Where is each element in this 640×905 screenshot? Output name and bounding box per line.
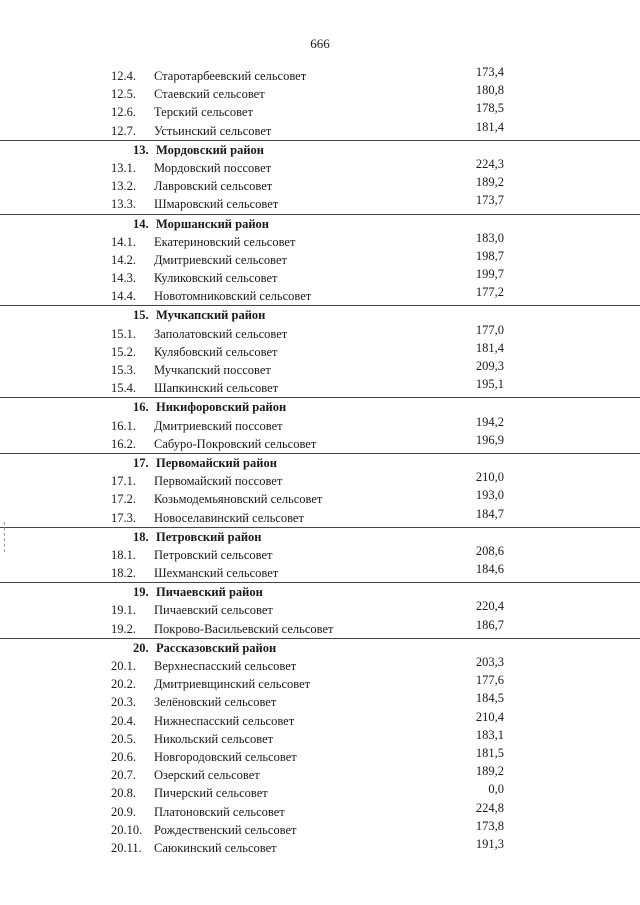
row-value: 210,4: [475, 709, 504, 724]
row-value: 181,4: [475, 119, 504, 134]
margin-scan-mark: [4, 522, 7, 552]
district-header-row: [0, 453, 640, 472]
table-row: [0, 287, 640, 305]
table-row: [0, 322, 640, 343]
row-value: 173,8: [475, 818, 504, 833]
table-row: [0, 727, 640, 748]
table-row: [0, 361, 640, 379]
district-name: Никифоровский район: [156, 400, 287, 415]
table-row: [0, 601, 640, 619]
district-name: Рассказовский район: [156, 640, 277, 655]
settlement-name: Нижнеспасский сельсовет: [154, 713, 295, 728]
row-value: 193,0: [475, 488, 504, 503]
settlement-name: Петровский сельсовет: [154, 547, 273, 562]
table-row: [0, 248, 640, 269]
district-name: Мучкапский район: [156, 308, 266, 323]
district-name: Первомайский район: [156, 455, 277, 470]
table-row: [0, 693, 640, 711]
row-value: 177,6: [475, 673, 504, 688]
row-number: 13.1.: [111, 160, 136, 175]
table-row: [0, 85, 640, 103]
row-value: 173,7: [475, 193, 504, 208]
table-row: [0, 414, 640, 435]
row-value: 220,4: [475, 599, 504, 614]
settlement-name: Заполатовский сельсовет: [154, 326, 288, 341]
settlement-name: Терский сельсовет: [154, 105, 253, 120]
settlement-name: Никольский сельсовет: [154, 731, 274, 746]
table-row: [0, 103, 640, 121]
settlement-name: Зелёновский сельсовет: [154, 695, 277, 710]
table-row: [0, 340, 640, 361]
row-number: 18.1.: [111, 547, 136, 562]
table-row: [0, 836, 640, 857]
row-number: 20.5.: [111, 731, 136, 746]
settlement-name: Рождественский сельсовет: [154, 822, 297, 837]
row-number: 14.4.: [111, 289, 136, 304]
settlement-name: Новгородовский сельсовет: [154, 749, 297, 764]
row-number: 19.1.: [111, 603, 136, 618]
row-number: 20.11.: [111, 840, 142, 855]
settlement-table: [0, 67, 640, 857]
settlement-name: Шехманский сельсовет: [154, 566, 279, 581]
row-number: 20.8.: [111, 786, 136, 801]
row-value: 208,6: [475, 543, 504, 558]
table-row: [0, 195, 640, 213]
settlement-name: Дмитриевский поссовет: [154, 418, 283, 433]
row-value: 0,0: [488, 782, 504, 797]
table-row: [0, 745, 640, 766]
row-value: 189,2: [475, 764, 504, 779]
table-row: [0, 269, 640, 287]
row-value: 173,4: [475, 65, 504, 79]
row-value: 184,5: [475, 691, 504, 706]
district-header-row: [0, 582, 640, 601]
table-row: [0, 177, 640, 195]
page-number: 666: [310, 36, 330, 51]
district-name: Петровский район: [156, 529, 262, 544]
table-row: [0, 800, 640, 821]
row-number: 20.6.: [111, 749, 136, 764]
row-number: 20.1.: [111, 659, 136, 673]
table-row: [0, 156, 640, 177]
table-row: [0, 490, 640, 508]
table-row: [0, 657, 640, 675]
row-number: 15.2.: [111, 344, 136, 359]
table-row: [0, 472, 640, 490]
row-value: 209,3: [475, 359, 504, 373]
row-number: 20.3.: [111, 695, 136, 710]
district-name: Моршанский район: [156, 216, 269, 231]
row-number: 20.: [133, 640, 149, 655]
row-value: 184,6: [475, 562, 504, 577]
settlement-name: Екатериновский сельсовет: [154, 234, 296, 249]
settlement-name: Шапкинский сельсовет: [154, 381, 279, 396]
settlement-name: Первомайский поссовет: [154, 474, 283, 489]
district-name: Мордовский район: [156, 142, 264, 157]
row-number: 17.2.: [111, 492, 136, 507]
settlement-name: Пичерский сельсовет: [154, 786, 268, 801]
row-number: 14.3.: [111, 271, 136, 286]
row-number: 14.1.: [111, 234, 136, 249]
row-value: 224,8: [475, 800, 504, 815]
row-value: 177,0: [475, 322, 504, 337]
table-row: [0, 784, 640, 802]
settlement-name: Верхнеспасский сельсовет: [154, 659, 297, 673]
row-number: 12.4.: [111, 69, 136, 83]
district-header-row: [0, 527, 640, 546]
settlement-name: Устьинский сельсовет: [154, 123, 272, 138]
row-value: 199,7: [475, 267, 504, 282]
settlement-name: Покрово-Васильевский сельсовет: [154, 621, 334, 636]
district-header-row: [0, 397, 640, 416]
table-row: [0, 543, 640, 564]
settlement-name: Озерский сельсовет: [154, 768, 260, 783]
settlement-name: Шмаровский сельсовет: [154, 197, 279, 212]
table-row: [0, 675, 640, 693]
row-value: 189,2: [475, 175, 504, 190]
settlement-name: Куликовский сельсовет: [154, 271, 278, 286]
row-number: 19.: [133, 585, 149, 600]
table-row: [0, 230, 640, 251]
row-value: 181,4: [475, 340, 504, 355]
row-value: 183,0: [475, 230, 504, 245]
district-header-row: [0, 305, 640, 324]
row-number: 15.: [133, 308, 149, 323]
settlement-name: Стаевский сельсовет: [154, 87, 265, 102]
row-value: 224,3: [475, 156, 504, 171]
row-value: 178,5: [475, 101, 504, 116]
table-row: [0, 119, 640, 140]
row-value: 183,1: [475, 727, 504, 742]
row-number: 18.: [133, 529, 149, 544]
settlement-name: Старотарбеевский сельсовет: [154, 69, 307, 83]
row-number: 15.3.: [111, 363, 136, 377]
settlement-name: Новотомниковский сельсовет: [154, 289, 312, 304]
table-row: [0, 67, 640, 85]
row-value: 191,3: [475, 836, 504, 851]
row-value: 186,7: [475, 617, 504, 632]
settlement-name: Пичаевский сельсовет: [154, 603, 273, 618]
table-row: [0, 709, 640, 730]
row-number: 13.3.: [111, 197, 136, 212]
row-number: 18.2.: [111, 566, 136, 581]
row-value: 177,2: [475, 285, 504, 300]
settlement-name: Новоселавинский сельсовет: [154, 510, 304, 525]
row-number: 20.4.: [111, 713, 136, 728]
row-number: 15.4.: [111, 381, 136, 396]
table-row: [0, 379, 640, 397]
row-number: 15.1.: [111, 326, 136, 341]
district-header-row: [0, 140, 640, 159]
row-number: 20.7.: [111, 768, 136, 783]
row-number: 20.10.: [111, 822, 143, 837]
row-value: 198,7: [475, 248, 504, 263]
district-header-row: [0, 214, 640, 233]
row-number: 16.: [133, 400, 149, 415]
settlement-name: Сабуро-Покровский сельсовет: [154, 436, 317, 451]
row-number: 16.1.: [111, 418, 136, 433]
settlement-name: Козьмодемьяновский сельсовет: [154, 492, 323, 507]
row-number: 17.: [133, 455, 149, 470]
row-number: 17.3.: [111, 510, 136, 525]
row-value: 181,5: [475, 745, 504, 760]
district-header-row: [0, 638, 640, 657]
table-row: [0, 818, 640, 839]
row-number: 20.9.: [111, 804, 136, 819]
row-value: 195,1: [475, 377, 504, 392]
settlement-name: Лавровский сельсовет: [154, 179, 273, 194]
row-number: 20.2.: [111, 677, 136, 692]
table-row: [0, 432, 640, 453]
table-row: [0, 564, 640, 582]
row-number: 12.6.: [111, 105, 136, 120]
settlement-name: Платоновский сельсовет: [154, 804, 285, 819]
district-name: Пичаевский район: [156, 585, 263, 600]
settlement-name: Дмитриевщинский сельсовет: [154, 677, 311, 692]
table-row: [0, 617, 640, 638]
row-value: 184,7: [475, 506, 504, 521]
row-value: 203,3: [475, 655, 504, 669]
row-value: 210,0: [475, 470, 504, 485]
settlement-name: Саюкинский сельсовет: [154, 840, 277, 855]
row-number: 14.2.: [111, 252, 136, 267]
row-number: 17.1.: [111, 474, 136, 489]
row-value: 194,2: [475, 414, 504, 429]
row-value: 180,8: [475, 83, 504, 98]
settlement-name: Мордовский поссовет: [154, 160, 272, 175]
settlement-name: Дмитриевский сельсовет: [154, 252, 288, 267]
row-number: 13.2.: [111, 179, 136, 194]
row-number: 12.5.: [111, 87, 136, 102]
settlement-name: Кулябовский сельсовет: [154, 344, 278, 359]
table-row: [0, 506, 640, 527]
row-number: 13.: [133, 142, 149, 157]
settlement-name: Мучкапский поссовет: [154, 363, 271, 377]
table-row: [0, 766, 640, 784]
row-number: 12.7.: [111, 123, 136, 138]
row-number: 19.2.: [111, 621, 136, 636]
row-value: 196,9: [475, 432, 504, 447]
row-number: 16.2.: [111, 436, 136, 451]
row-number: 14.: [133, 216, 149, 231]
